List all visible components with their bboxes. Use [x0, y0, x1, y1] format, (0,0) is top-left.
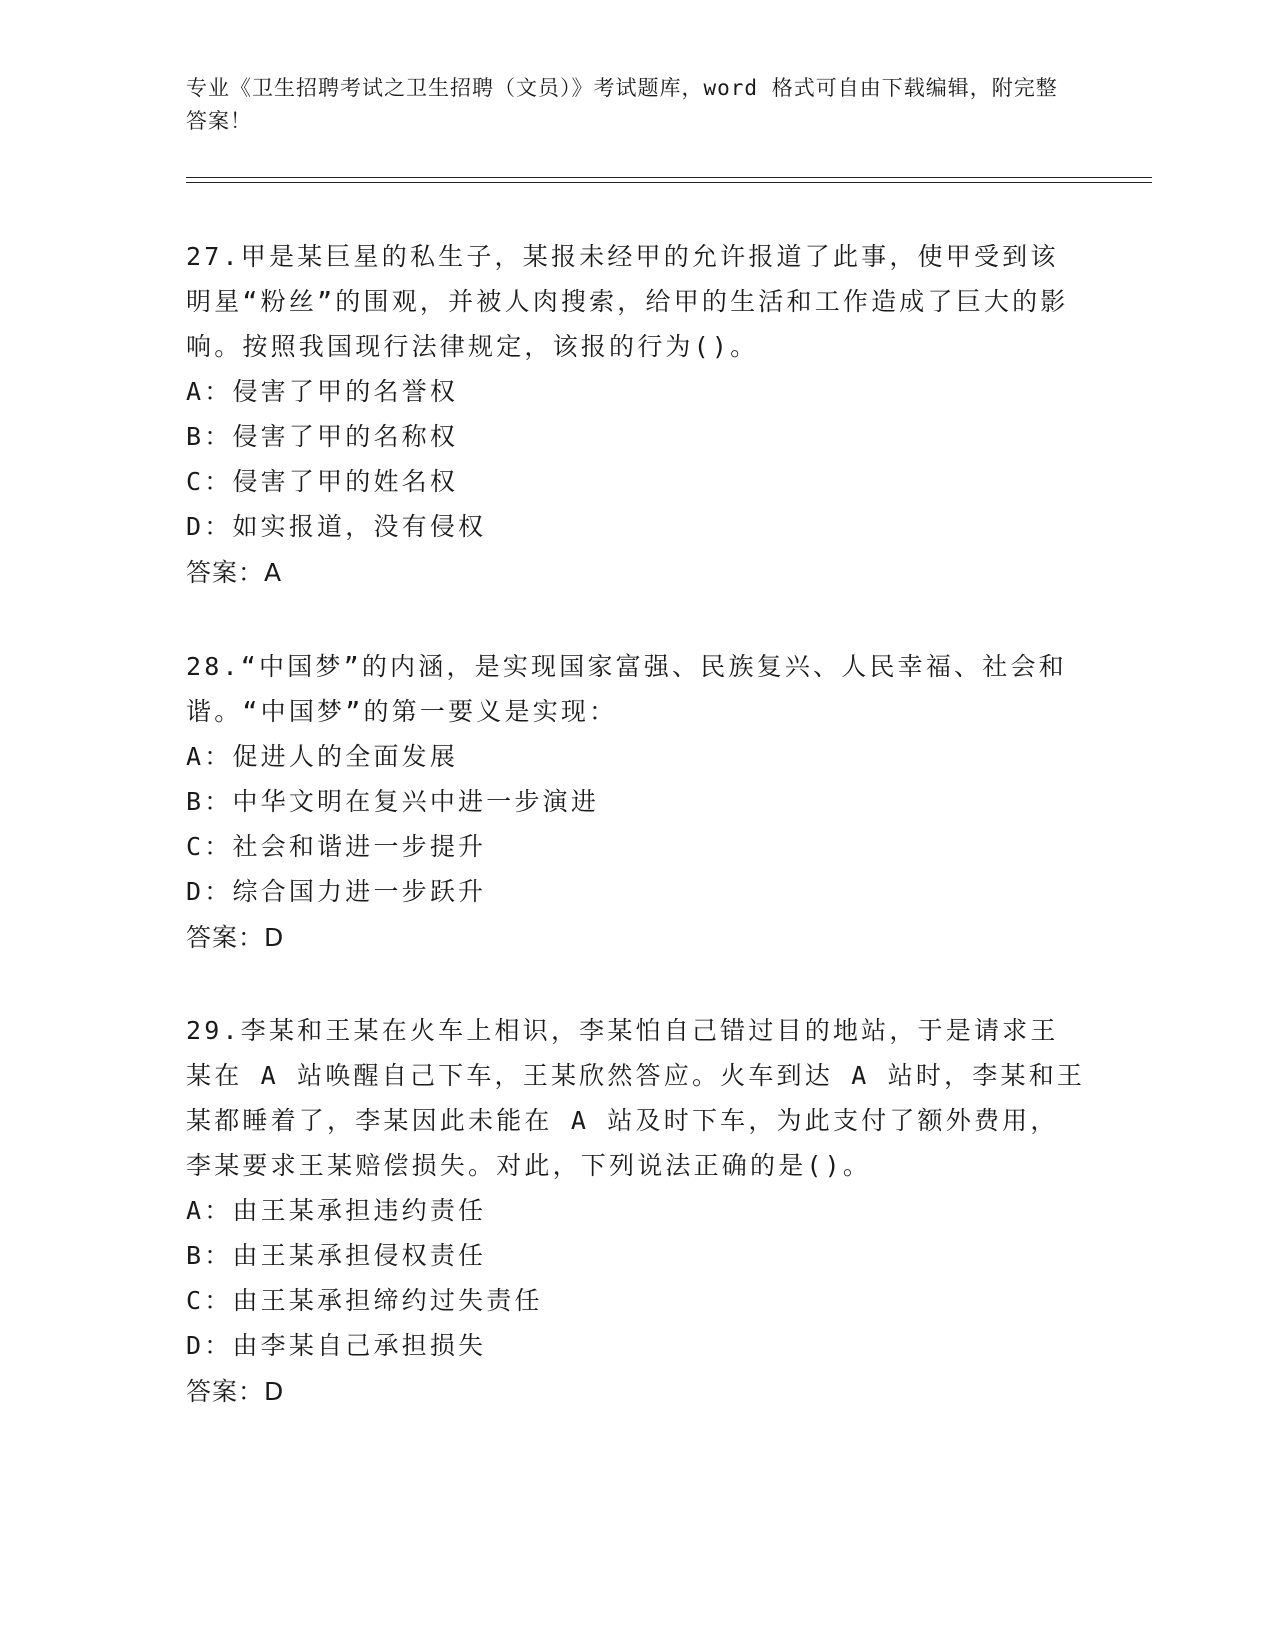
question-stem: 27.甲是某巨星的私生子，某报未经甲的允许报道了此事，使甲受到该明星“粉丝”的围观，并被人肉搜索，给甲的生活和工作造成了巨大的影响。按照我国现行法律规定，该报的行为()。	[186, 242, 1069, 361]
answer-label: 答案：A	[186, 558, 283, 587]
header-divider-top	[186, 177, 1152, 178]
option-c: C：由王某承担缔约过失责任	[186, 1286, 543, 1315]
option-a: A：侵害了甲的名誉权	[186, 377, 459, 406]
question-29	[186, 1008, 1086, 1416]
option-b: B：侵害了甲的名称权	[186, 422, 459, 451]
option-c: C：社会和谐进一步提升	[186, 832, 487, 861]
document-header: 专业《卫生招聘考试之卫生招聘（文员）》考试题库，word 格式可自由下载编辑，附完整答案！	[186, 76, 1058, 133]
option-d: D：综合国力进一步跃升	[186, 877, 487, 906]
answer-label: 答案：D	[186, 923, 285, 952]
header-divider-bottom	[186, 182, 1152, 183]
option-a: A：促进人的全面发展	[186, 742, 459, 771]
question-27	[186, 234, 1086, 597]
option-d: D：如实报道，没有侵权	[186, 512, 487, 541]
question-stem: 29.李某和王某在火车上相识，李某怕自己错过目的地站，于是请求王某在 A 站唤醒自己下车，王某欣然答应。火车到达 A 站时，李某和王某都睡着了，李某因此未能在 A 站及时下车，为此支付了额外费用，李某要求王某赔偿损失。对此，下列说法正确的是()。	[186, 1016, 1086, 1180]
option-d: D：由李某自己承担损失	[186, 1331, 487, 1360]
option-b: B：由王某承担侵权责任	[186, 1241, 487, 1270]
option-b: B：中华文明在复兴中进一步演进	[186, 787, 600, 816]
answer-label: 答案：D	[186, 1377, 285, 1406]
question-28	[186, 644, 1086, 962]
option-a: A：由王某承担违约责任	[186, 1196, 487, 1225]
option-c: C：侵害了甲的姓名权	[186, 467, 459, 496]
question-stem: 28.“中国梦”的内涵，是实现国家富强、民族复兴、人民幸福、社会和谐。“中国梦”的第一要义是实现：	[186, 652, 1067, 726]
